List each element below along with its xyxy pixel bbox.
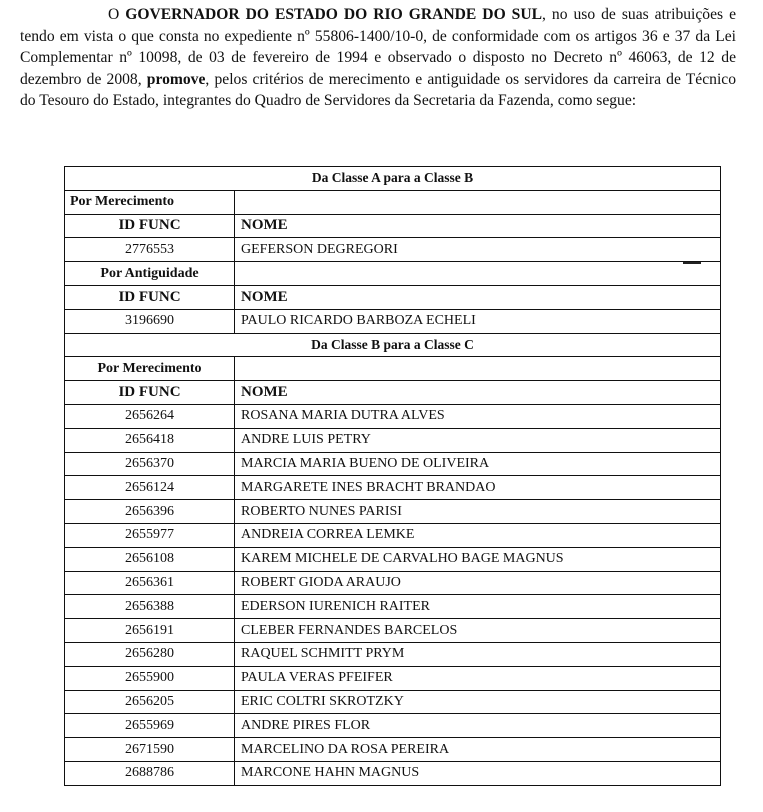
group-label: Por Antiguidade (65, 262, 235, 286)
employee-id: 2656396 (65, 500, 235, 524)
id-func-header: ID FUNC (65, 381, 235, 405)
employee-id: 2656264 (65, 404, 235, 428)
section-header-row (65, 167, 721, 191)
employee-id: 2656108 (65, 547, 235, 571)
table-row (65, 642, 721, 666)
employee-id: 2655900 (65, 666, 235, 690)
employee-id: 2655977 (65, 523, 235, 547)
employee-name: MARGARETE INES BRACHT BRANDAO (235, 476, 721, 500)
group-label-empty-cell (235, 190, 721, 214)
employee-id: 2656280 (65, 642, 235, 666)
preamble-text: O (108, 6, 126, 23)
group-label: Por Merecimento (65, 357, 235, 381)
table-row (65, 476, 721, 500)
column-header-row (65, 381, 721, 405)
section-header-row (65, 333, 721, 357)
group-label-empty-cell (235, 262, 721, 286)
employee-name: CLEBER FERNANDES BARCELOS (235, 619, 721, 643)
promotion-table-body (65, 167, 721, 786)
employee-id: 3196690 (65, 309, 235, 333)
promotion-table (64, 166, 721, 786)
scan-mark (683, 262, 701, 264)
employee-name: ERIC COLTRI SKROTZKY (235, 690, 721, 714)
employee-name: MARCIA MARIA BUENO DE OLIVEIRA (235, 452, 721, 476)
table-row (65, 571, 721, 595)
section-title: Da Classe A para a Classe B (65, 167, 721, 191)
table-row (65, 714, 721, 738)
table-row (65, 238, 721, 262)
group-label-row (65, 190, 721, 214)
group-label: Por Merecimento (65, 190, 235, 214)
employee-name: EDERSON IURENICH RAITER (235, 595, 721, 619)
employee-name: ANDRE PIRES FLOR (235, 714, 721, 738)
employee-name: ANDRE LUIS PETRY (235, 428, 721, 452)
group-label-row (65, 262, 721, 286)
employee-name: PAULA VERAS PFEIFER (235, 666, 721, 690)
table-row (65, 595, 721, 619)
column-header-row (65, 214, 721, 238)
preamble-bold-text: GOVERNADOR DO ESTADO DO RIO GRANDE DO SUL (125, 6, 543, 23)
column-header-row (65, 285, 721, 309)
employee-name: GEFERSON DEGREGORI (235, 238, 721, 262)
employee-name: RAQUEL SCHMITT PRYM (235, 642, 721, 666)
nome-header: NOME (235, 381, 721, 405)
section-title: Da Classe B para a Classe C (65, 333, 721, 357)
employee-id: 2656205 (65, 690, 235, 714)
employee-name: ROBERTO NUNES PARISI (235, 500, 721, 524)
id-func-header: ID FUNC (65, 214, 235, 238)
nome-header: NOME (235, 214, 721, 238)
employee-id: 2656124 (65, 476, 235, 500)
employee-id: 2656418 (65, 428, 235, 452)
preamble-text: , no uso de suas atribuições e tendo em vista o que consta no expediente nº 55806-1400/10-0, de conformidade com os artigos 36 e 37 da Lei Complementar nº 10098, de 03 de fevereiro de 1994 e observado o disposto no Decreto nº 46063, de 12 de dezembro de 2008, (20, 6, 736, 88)
employee-id: 2656388 (65, 595, 235, 619)
table-row (65, 500, 721, 524)
preamble-bold-text: promove (146, 70, 206, 88)
table-row (65, 523, 721, 547)
table-row (65, 666, 721, 690)
employee-name: ROSANA MARIA DUTRA ALVES (235, 404, 721, 428)
table-row (65, 452, 721, 476)
employee-name: MARCONE HAHN MAGNUS (235, 761, 721, 785)
employee-name: KAREM MICHELE DE CARVALHO BAGE MAGNUS (235, 547, 721, 571)
employee-id: 2656370 (65, 452, 235, 476)
table-row (65, 547, 721, 571)
preamble-text: , pelos critérios de merecimento e antiguidade os servidores da carreira de Técnico do Tesouro do Estado, integrantes do Quadro de Servidores da Secretaria da Fazenda, como segue: (20, 70, 736, 110)
employee-id: 2655969 (65, 714, 235, 738)
table-row (65, 404, 721, 428)
table-row (65, 690, 721, 714)
group-label-empty-cell (235, 357, 721, 381)
employee-id: 2776553 (65, 238, 235, 262)
table-row (65, 619, 721, 643)
employee-id: 2656191 (65, 619, 235, 643)
nome-header: NOME (235, 285, 721, 309)
employee-id: 2688786 (65, 761, 235, 785)
employee-name: ANDREIA CORREA LEMKE (235, 523, 721, 547)
employee-id: 2671590 (65, 738, 235, 762)
employee-id: 2656361 (65, 571, 235, 595)
decree-preamble (20, 4, 736, 112)
employee-name: PAULO RICARDO BARBOZA ECHELI (235, 309, 721, 333)
id-func-header: ID FUNC (65, 285, 235, 309)
table-row (65, 309, 721, 333)
employee-name: ROBERT GIODA ARAUJO (235, 571, 721, 595)
employee-name: MARCELINO DA ROSA PEREIRA (235, 738, 721, 762)
table-row (65, 738, 721, 762)
table-row (65, 428, 721, 452)
table-row (65, 761, 721, 785)
group-label-row (65, 357, 721, 381)
